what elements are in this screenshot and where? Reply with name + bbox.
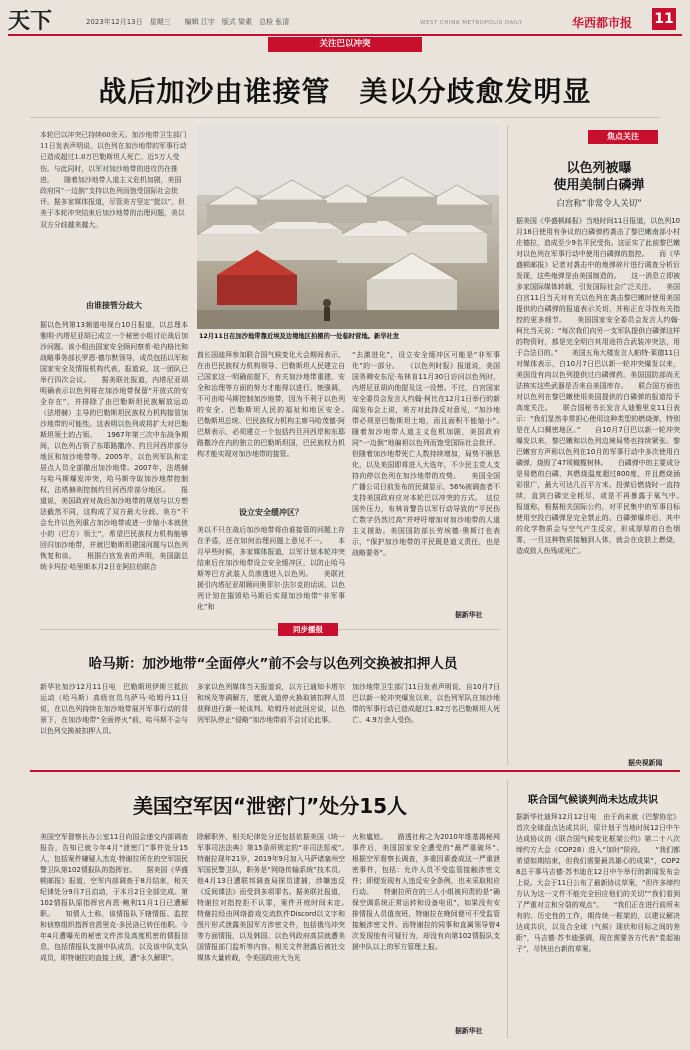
hamas-column-2: 多家以色列媒体当天报道说，以方已通知卡塔尔和埃及等调解方，愿就人道停火换取被扣押人员获释进行新一轮谈判。哈姆丹对此回应说，以色列军队停止“侵略”加沙地带前不会讨论此事。: [197, 683, 345, 724]
camp-tents-illustration: [197, 125, 499, 329]
headline-rule: [30, 117, 660, 118]
subheading-buffer-zone: 设立安全缓冲区？: [239, 508, 303, 517]
issue-meta: 2023年12月13日 星期三 编辑 江宇 版式 梁素 总检 张清: [86, 18, 290, 26]
usaf-column-2: 除解职外，相关纪律处分还包括依据美国《统一军事司法法典》第15条所规定的“非司法惩戒”。 特谢拉现年21岁，2019年9月加入马萨诸塞州空军国民警卫队，职务是“网络传输系统”技术员。他4月13日遭联邦调查局探员逮捕，涉嫌违反《反间谍法》而受到多项罪名。据美联社报道，特谢拉对指控拒不认罪，案件开庭时间未定。 特谢拉经由网络游戏交流软件Discord以文字和图片形式泄露美国军方涉密文件，包括俄乌冲突等方面情报，以及韩国、以色列政府高层就遭美国情报部门监听等内容。相关文件泄露后被社交媒体大量转载，令美国政府大为光: [197, 833, 345, 962]
hamas-column-1: 新华社加沙12月11日电 巴勒斯坦伊斯兰抵抗运动（哈马斯）高级官员乌萨马·哈姆丹11日说，在以色列持续在加沙地带展开军事行动的背景下，在加沙地带“全面停火”前，哈马斯不会与以色列交换被扣押人员。: [40, 683, 188, 735]
side-headline: 以色列被曝 使用美制白磷弹: [553, 161, 645, 193]
article-column-2b: 美以不只在战后加沙地带将由谁接管的问题上存在矛盾，还在如何治理问题上意见不一。 本月早些时候，多家媒体报道，以军计划本轮冲突结束后在加沙地带设立安全缓冲区，以防止哈马斯等巴方武装人员渗透进入以色列。 美联社援引内塔尼亚胡顾问奥菲尔·法尔克的话说，以色列计划在摧毁哈马斯后实现加沙地带“非军事化”和: [197, 526, 345, 611]
broadcast-tag: 同步播报: [278, 623, 338, 636]
side-column-divider: [507, 125, 508, 765]
side-article-body: 据美国《华盛顿邮报》当地时间11日报道，以色列10月16日使用有争议的白磷弹药袭击了黎巴嫩南部小村庄德拉，造成至少9名平民受伤。这证实了此前黎巴嫩对以色列在军事行动中使用白磷弹的指控。 而《华盛顿邮报》记者对袭击中的炮弹碎片进行调查分析后发现，这些炮弹是由美国制造的。 这一消息立即被多家国际媒体转载，引发国际社会广泛关注。 美国白宫11日当天对有关以色列在袭击黎巴嫩时使用美国提供的白磷弹的报道表示关切，并称正在寻找有关指控的更多细节。 美国国家安全委员会发言人约翰·柯比当天说：“每次我们向另一支军队提供白磷弹这样的物资时，都是完全明白其用途符合武装冲突法，用于合法目的。” 美国五角大楼发言人帕特·莱德11日对媒体表示，白10月7日巴以新一轮冲突爆发以来，美国没有向以色列提供过白磷弹药。美国国防部尚无法核实这些武器是否来自美国库存。 联合国方面也对以色列在黎巴嫩使用美国提供的白磷弹的报道给予高度关注。 联合国秘书长发言人迪雅里克11日表示：“我们显然非常担心使用这种类型的燃烧弹，特别是在人口稠密地区。” 自10月7日巴以新一轮冲突爆发以来，黎巴嫩和以色列边境局势也持续紧张。黎巴嫩官方声称以色列在10月的军事行动中多次使用白磷弹，烧毁了47顷橄榄树林。 白磷弹中的主要成分是易燃的白磷，其燃烧温度超过800度，并且燃烧涵彩很广，最大可达几百平方米。投弹后燃烧时一直持续，直到白磷完全耗尽，或是不再暴露于氧气中。 报道称，根据相关国际公约，对平民集中的军事目标使用空投白磷弹是完全禁止的。白磷弹爆炸后，其中的化学物质会与空气产生反应，形成厚厚的白色烟雾，一旦这种物质接触到人体，就会在皮肤上燃烧，造成致人伤残或死亡。: [516, 217, 680, 555]
usaf-column-1: 美国空军督察长办公室11日向国会递交内部调查报告，告知已就今年4月“泄密门”事件处分15人，包括案件嫌疑人杰克·特谢拉所在的空军国民警卫队第102情报队的指挥官。 据美国《华盛顿邮报》报道，空军内部调查于8月结束，相关纪律处分9月7日启动，于本月2日全部完成。第102情报队原指挥官肖恩·鲍利11月1日已遭解职。 知情人士称，该情报队下辖情报、监控和侦察组织指挥官恩里克·多民洛已转任他职。今年4月遭曝光的秘密文件涉及高度机密的情报信息，包括情报队支援中队成员，以及该中队支队成员，即特谢拉的直接上级，遭“永久解职”。: [40, 833, 188, 962]
hamas-column-3: 加沙地带卫生部门11日发表声明说，自10月7日巴以新一轮冲突爆发以来，以色列军队在加沙地带的军事行动已造成超过1.82万名巴勒斯坦人死亡、4.9万余人受伤。: [352, 683, 500, 724]
focus-tag: 焦点关注: [588, 130, 658, 144]
section-rule-right: [338, 629, 500, 630]
article-lead: 本轮巴以冲突已持续60余天。加沙地带卫生部门11日发表声明说，以色列在加沙地带的军事行动已造成超过1.8万巴勒斯坦人死亡、近5万人受伤。与此同时，以军对加沙地带的进攻仍在推进。 随着加沙地带人道主义危机加剧，美国政府同“一边倒”支持以色列而饱受国际社会批评。据多家媒体报道，尽管美方坚定“挺以”，但美于本轮冲突结束后加沙地带的治理问题，美以双方分歧越来越大。: [40, 131, 187, 229]
usaf-column-3: 火和尴尬。 路透社称之为2010年维基揭秘网事件后，美国国家安全遭受的“最严重破坏”。 根据空军督察长调查，多重因素叠成这一严重泄密事件，包括：允许人员不受监管接触涉密文件；即便发现有人违反安全条例，也未采取相应行动。 特谢拉所在的三人小组被问责的是“确保空调系统正常运转和设备电讯”，如果没有安排情报人员值夜班，特谢拉在晚间便可不受监管接触涉密文件。而特谢拉的同事和直属领导曾4次发现他有可疑行为，却没有向第102情报队支援中队以上的军方管理上报。: [352, 833, 500, 951]
subheading-who-takes-over: 由谁接管分歧大: [86, 301, 142, 310]
article-column-3: “去激进化”，设立安全缓冲区可能是“非军事化”的一部分。 《以色列时报》报道说，美国国务卿安东尼·布林肯11月30日访问以色列时，内塔尼亚胡向他提及这一设想。不过，白宫国家安全委员会发言人约翰·柯比在12月1日举行的新闻发布会上说，美方对此持反对意见，“加沙地带必须是巴勒斯坦土地，而且面积不能缩小”。 随着加沙地带人道主义危机加剧，美国政府同“一边倒”地偏袒以色列而饱受国际社会批评。但随着加沙地带死亡人数持续增加，局势不断恶化，以及美国即将进入大选年，不少民主党人支持向停以色列在加沙地带的攻势。 美国全国广播公司日前发布的民调显示，56%被调查者不支持美国政府应对本轮巴以冲突的方式。 这位国外压力，布林肯警告以军行动导致的“平民伤亡数字仍然过高”并呼吁增加对加沙地带的人道主义援助。美国国防部长劳埃德·奥斯汀也表示，“保护加沙地带的平民既是道义责任，也是战略要务”。: [352, 351, 500, 557]
usaf-source: 据新华社: [455, 1027, 483, 1035]
side-subheadline: 白宫称“非常令人关切”: [556, 199, 642, 209]
paper-english-name: WEST CHINA METROPOLIS DAILY: [420, 20, 523, 26]
article-column-1: 据以色列第13频道电视台10日报道，以总理本雅明·内塔尼亚胡已成立一个秘密小组讨论战后加沙问题。该小组由国家安全顾问察希·哈内格比和战略事务部长罗恩·德尔默领导，成员包括以军和国家安全及情报机构代表。报道说，这一团队已举行四次会议。 据美联社报道，内塔尼亚胡明确表示以色列将在加沙地带保留“开放式的安全存在”，并排除了由巴勒斯坦民族解放运动（法塔赫）主导的巴勒斯坦民族权力机构接管加沙地带的可能性。这表明以色列或将扩大对巴勒斯坦领土的占领。 1967年第三次中东战争期间，以色列占领了东耶路撒冷、约旦河西岸部分地区和加沙地带等。2005年，以色列军队和定居点人员全部撤出加沙地带。2007年，法塔赫与哈马斯爆发冲突，哈马斯夺取加沙地带控制权，法塔赫则控制约旦河西岸部分地区。 报道说，美国政府对战后加沙地带的规划与以方想法截然不同，这构成了双方最大分歧。美方“不会允许以色列重占加沙地带或进一步缩小本就狭小的（巴方）领土”，希望巴民族权力机构能够回归加沙地带，并就巴勒斯坦建国问题与以色列恢复和谈。 根据白宫发表的声明，美国副总统卡玛拉·哈里斯本月2日在阿拉伯联合: [40, 321, 188, 571]
bottom-section-rule: [30, 770, 680, 772]
usaf-headline: 美国空军因“泄密门”处分15人: [132, 794, 408, 818]
article-source: 据新华社: [455, 611, 483, 619]
refugee-camp-photo: [197, 125, 499, 329]
main-headline: 战后加沙由谁接管 美以分歧愈发明显: [98, 75, 592, 108]
climate-headline: 联合国气候谈判尚未达成共识: [528, 795, 658, 806]
page-number: 11: [652, 8, 676, 30]
hamas-headline: 哈马斯：加沙地带“全面停火”前不会与以色列交换被扣押人员: [88, 656, 458, 672]
header-rule: [8, 34, 682, 36]
side-article-source: 据央视新闻: [628, 759, 663, 767]
section-rule-left: [40, 629, 278, 630]
article-column-2a: 酋长国迪拜参加联合国气候变化大会期间表示，在由巴民族权力机构领导、巴勒斯坦人民建立自己国家这一明确前提下，有关加沙地带重建、安全和治理等方面的努力才能得以进行。她强调，不可由哈马斯控制加沙地带，因为不利于以色列的安全、巴勒斯坦人民的福祉和地区安全。 巴勒斯坦总统、巴民族权力机构主席马哈茂德·阿巴斯表示，必须建立一个包括约旦河西岸和东耶路撒冷在内的独立的巴勒斯坦国，巴民族权力机构才能实现对加沙地带的接管。: [197, 351, 345, 458]
section-name: 天下: [8, 9, 53, 34]
topic-tag: 关注巴以冲突: [268, 37, 422, 52]
photo-caption: 12月11日在加沙地带靠近埃及边境地区拍摄的一处临时营地。新华社发: [199, 333, 400, 340]
climate-divider: [507, 780, 508, 1038]
climate-body: 据新华社迪拜12月12日电 由于尚未就《巴黎协定》首次全球盘点达成共识，原计划于当地时间12日中午达成协议的《联合国气候变化框架公约》第二十八次缔约方大会（COP28）进入“加时”阶段。 “我们都希望如期结束，但我们需要最具雄心的成果”，COP28总干事马吉德·苏韦迪在12日中午举行的新闻发布会上说。大会于11日公布了最新协议草案，“但许多缔约方认为这一文件不能完全回应他们的关切”“我们看到了严重对立和分裂的观点”。 “我们正在进行前所未有的、历史性的工作，期待统一框架的，以建议解决达成共识，以及合全球（气候）现状和目标之间的差距”，马吉德·苏韦迪强调，现在需要各方代表“卷起袖子”，尽快出台新的草案。: [516, 813, 680, 953]
paper-logo: 华西都市报: [572, 16, 633, 30]
